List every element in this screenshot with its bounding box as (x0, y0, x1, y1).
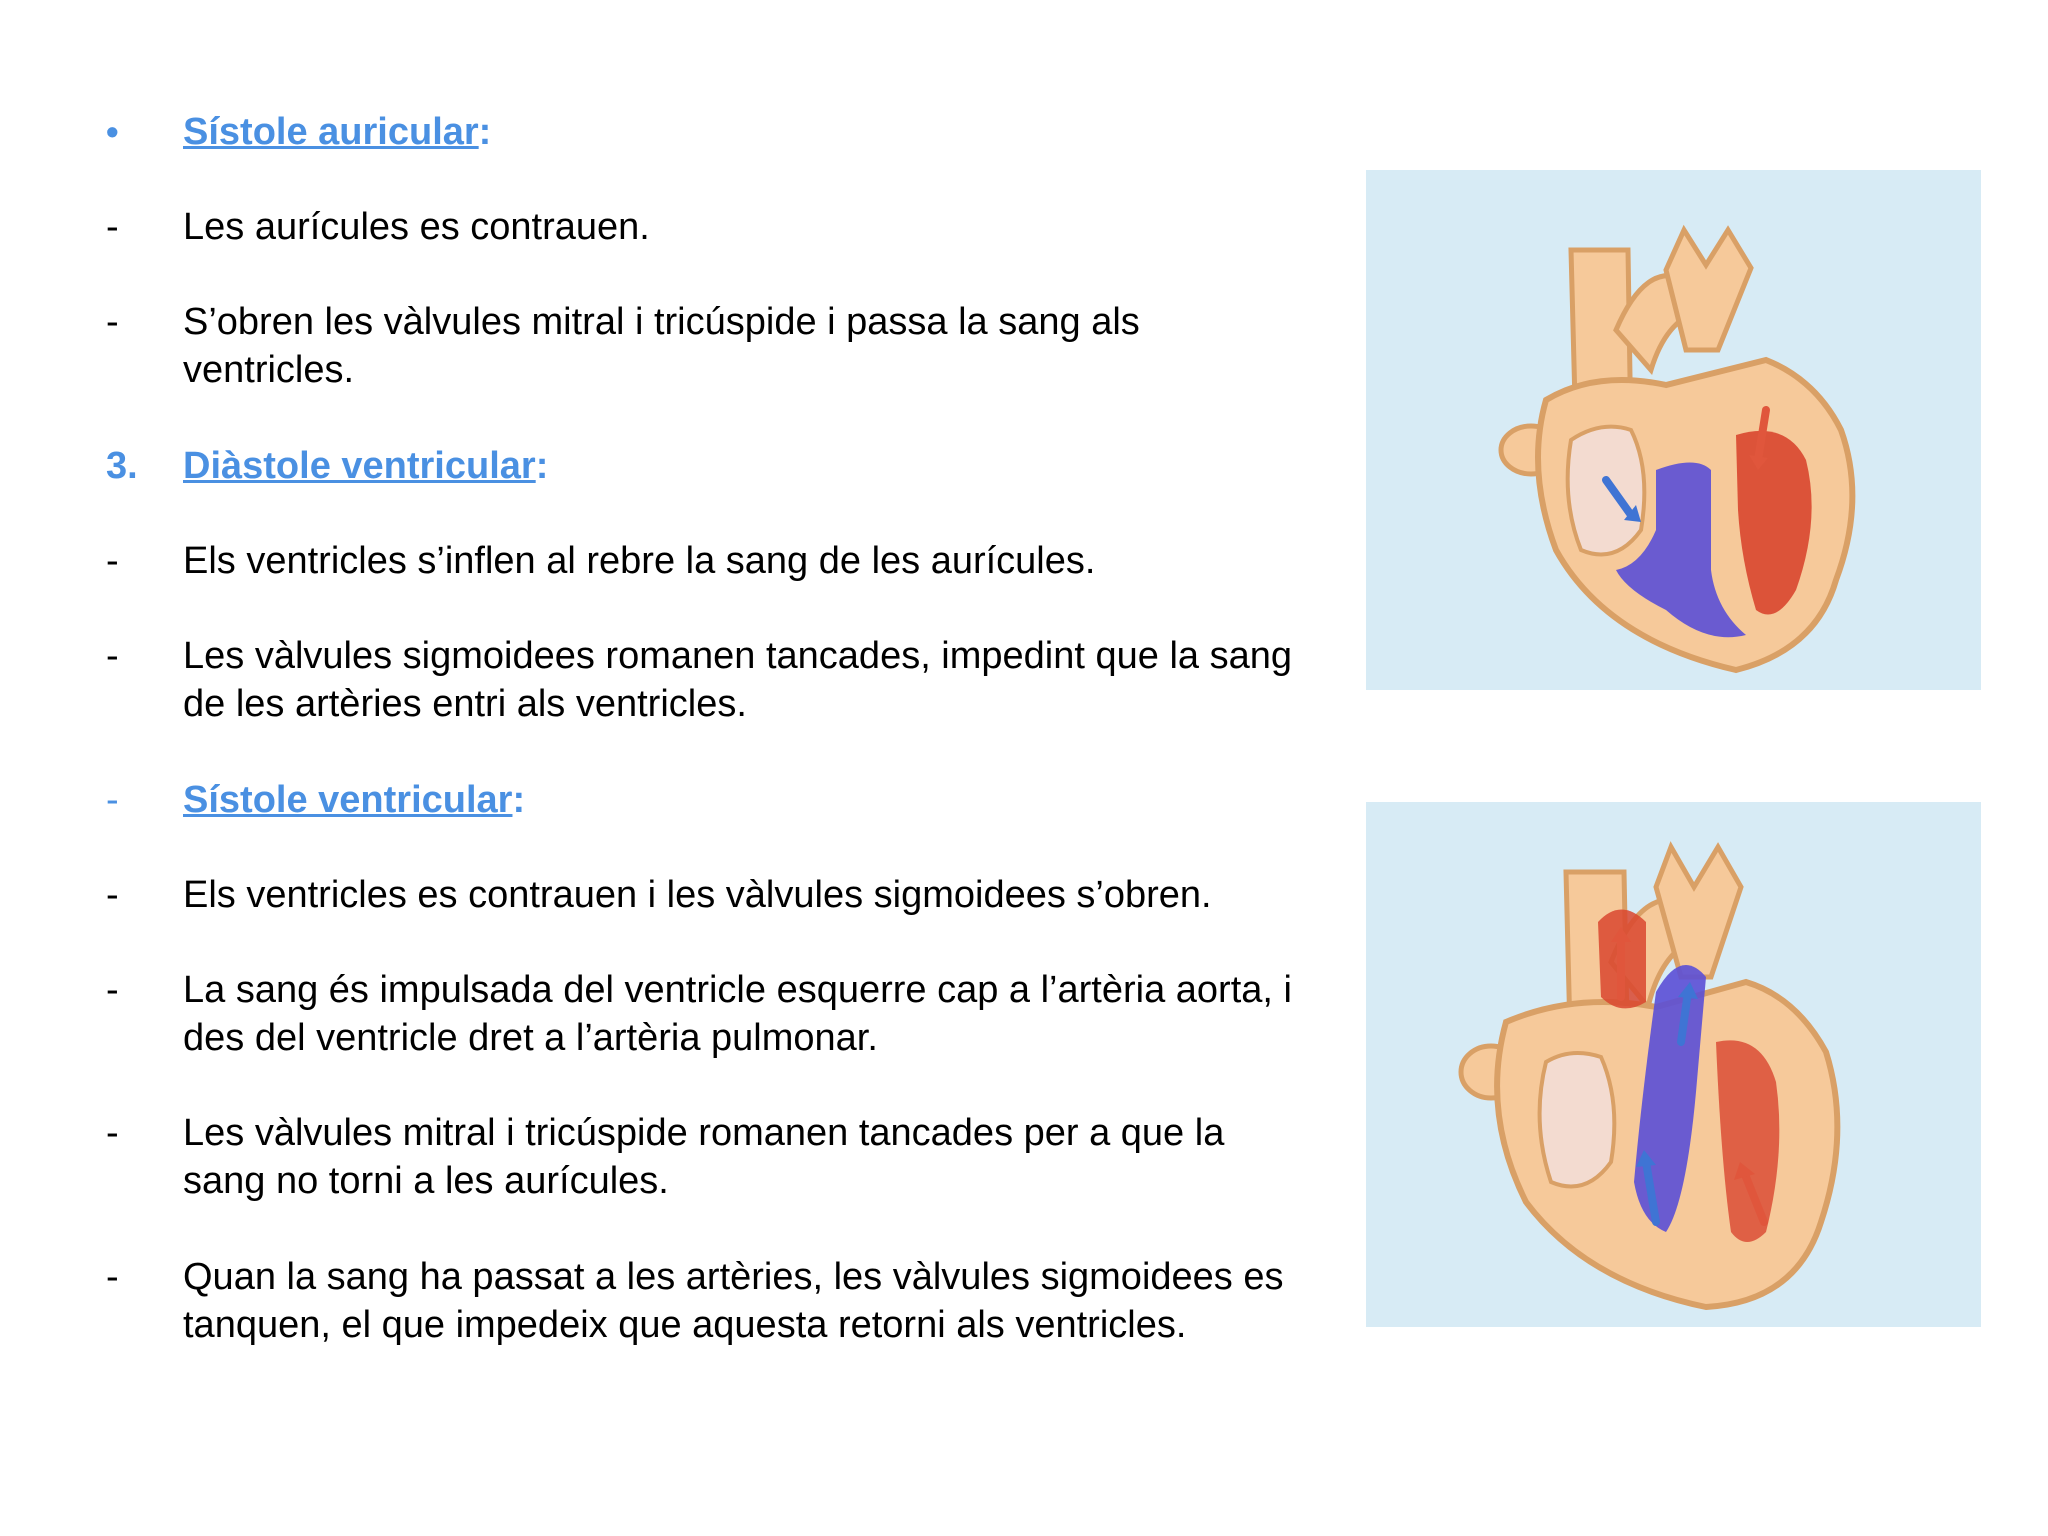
dash-marker: - (106, 1256, 119, 1298)
item-text: Quan la sang ha passat a les artèries, les vàlvules sigmoidees es tanquen, el que impedeix que aquesta retorni als ventricles. (183, 1256, 1284, 1346)
item-text: Els ventricles es contrauen i les vàlvules sigmoidees s’obren. (183, 874, 1212, 916)
item-text: Les aurícules es contrauen. (183, 206, 650, 248)
item-text: Les vàlvules mitral i tricúspide romanen tancades per a que la sang no torni a les aurícules. (183, 1112, 1225, 1202)
dash-marker: - (106, 540, 119, 582)
dash-marker: - (106, 206, 119, 248)
bullet-marker: • (106, 111, 119, 152)
heart-diastole-diagram-icon (1366, 170, 1981, 690)
number-marker: 3. (106, 445, 138, 487)
heading-link[interactable]: Diàstole ventricular (183, 445, 536, 487)
dash-marker: - (106, 969, 119, 1011)
item-text: Els ventricles s’inflen al rebre la sang de les aurícules. (183, 540, 1096, 582)
item-text: S’obren les vàlvules mitral i tricúspide i passa la sang als ventricles. (183, 301, 1140, 391)
heart-systole-figure (1366, 802, 1981, 1327)
dash-marker: - (106, 635, 119, 677)
item-text: Les vàlvules sigmoidees romanen tancades, impedint que la sang de les artèries entri als ventricles. (183, 635, 1292, 725)
dash-marker: - (106, 874, 119, 916)
heart-systole-diagram-icon (1366, 802, 1981, 1327)
heart-diastole-figure (1366, 170, 1981, 690)
dash-marker: - (106, 1112, 119, 1154)
item-text: La sang és impulsada del ventricle esquerre cap a l’artèria aorta, i des del ventricle dret a l’artèria pulmonar. (183, 969, 1292, 1059)
heading-link[interactable]: Sístole auricular (183, 111, 479, 153)
dash-marker: - (106, 779, 119, 821)
heading-link[interactable]: Sístole ventricular (183, 779, 513, 821)
dash-marker: - (106, 301, 119, 343)
